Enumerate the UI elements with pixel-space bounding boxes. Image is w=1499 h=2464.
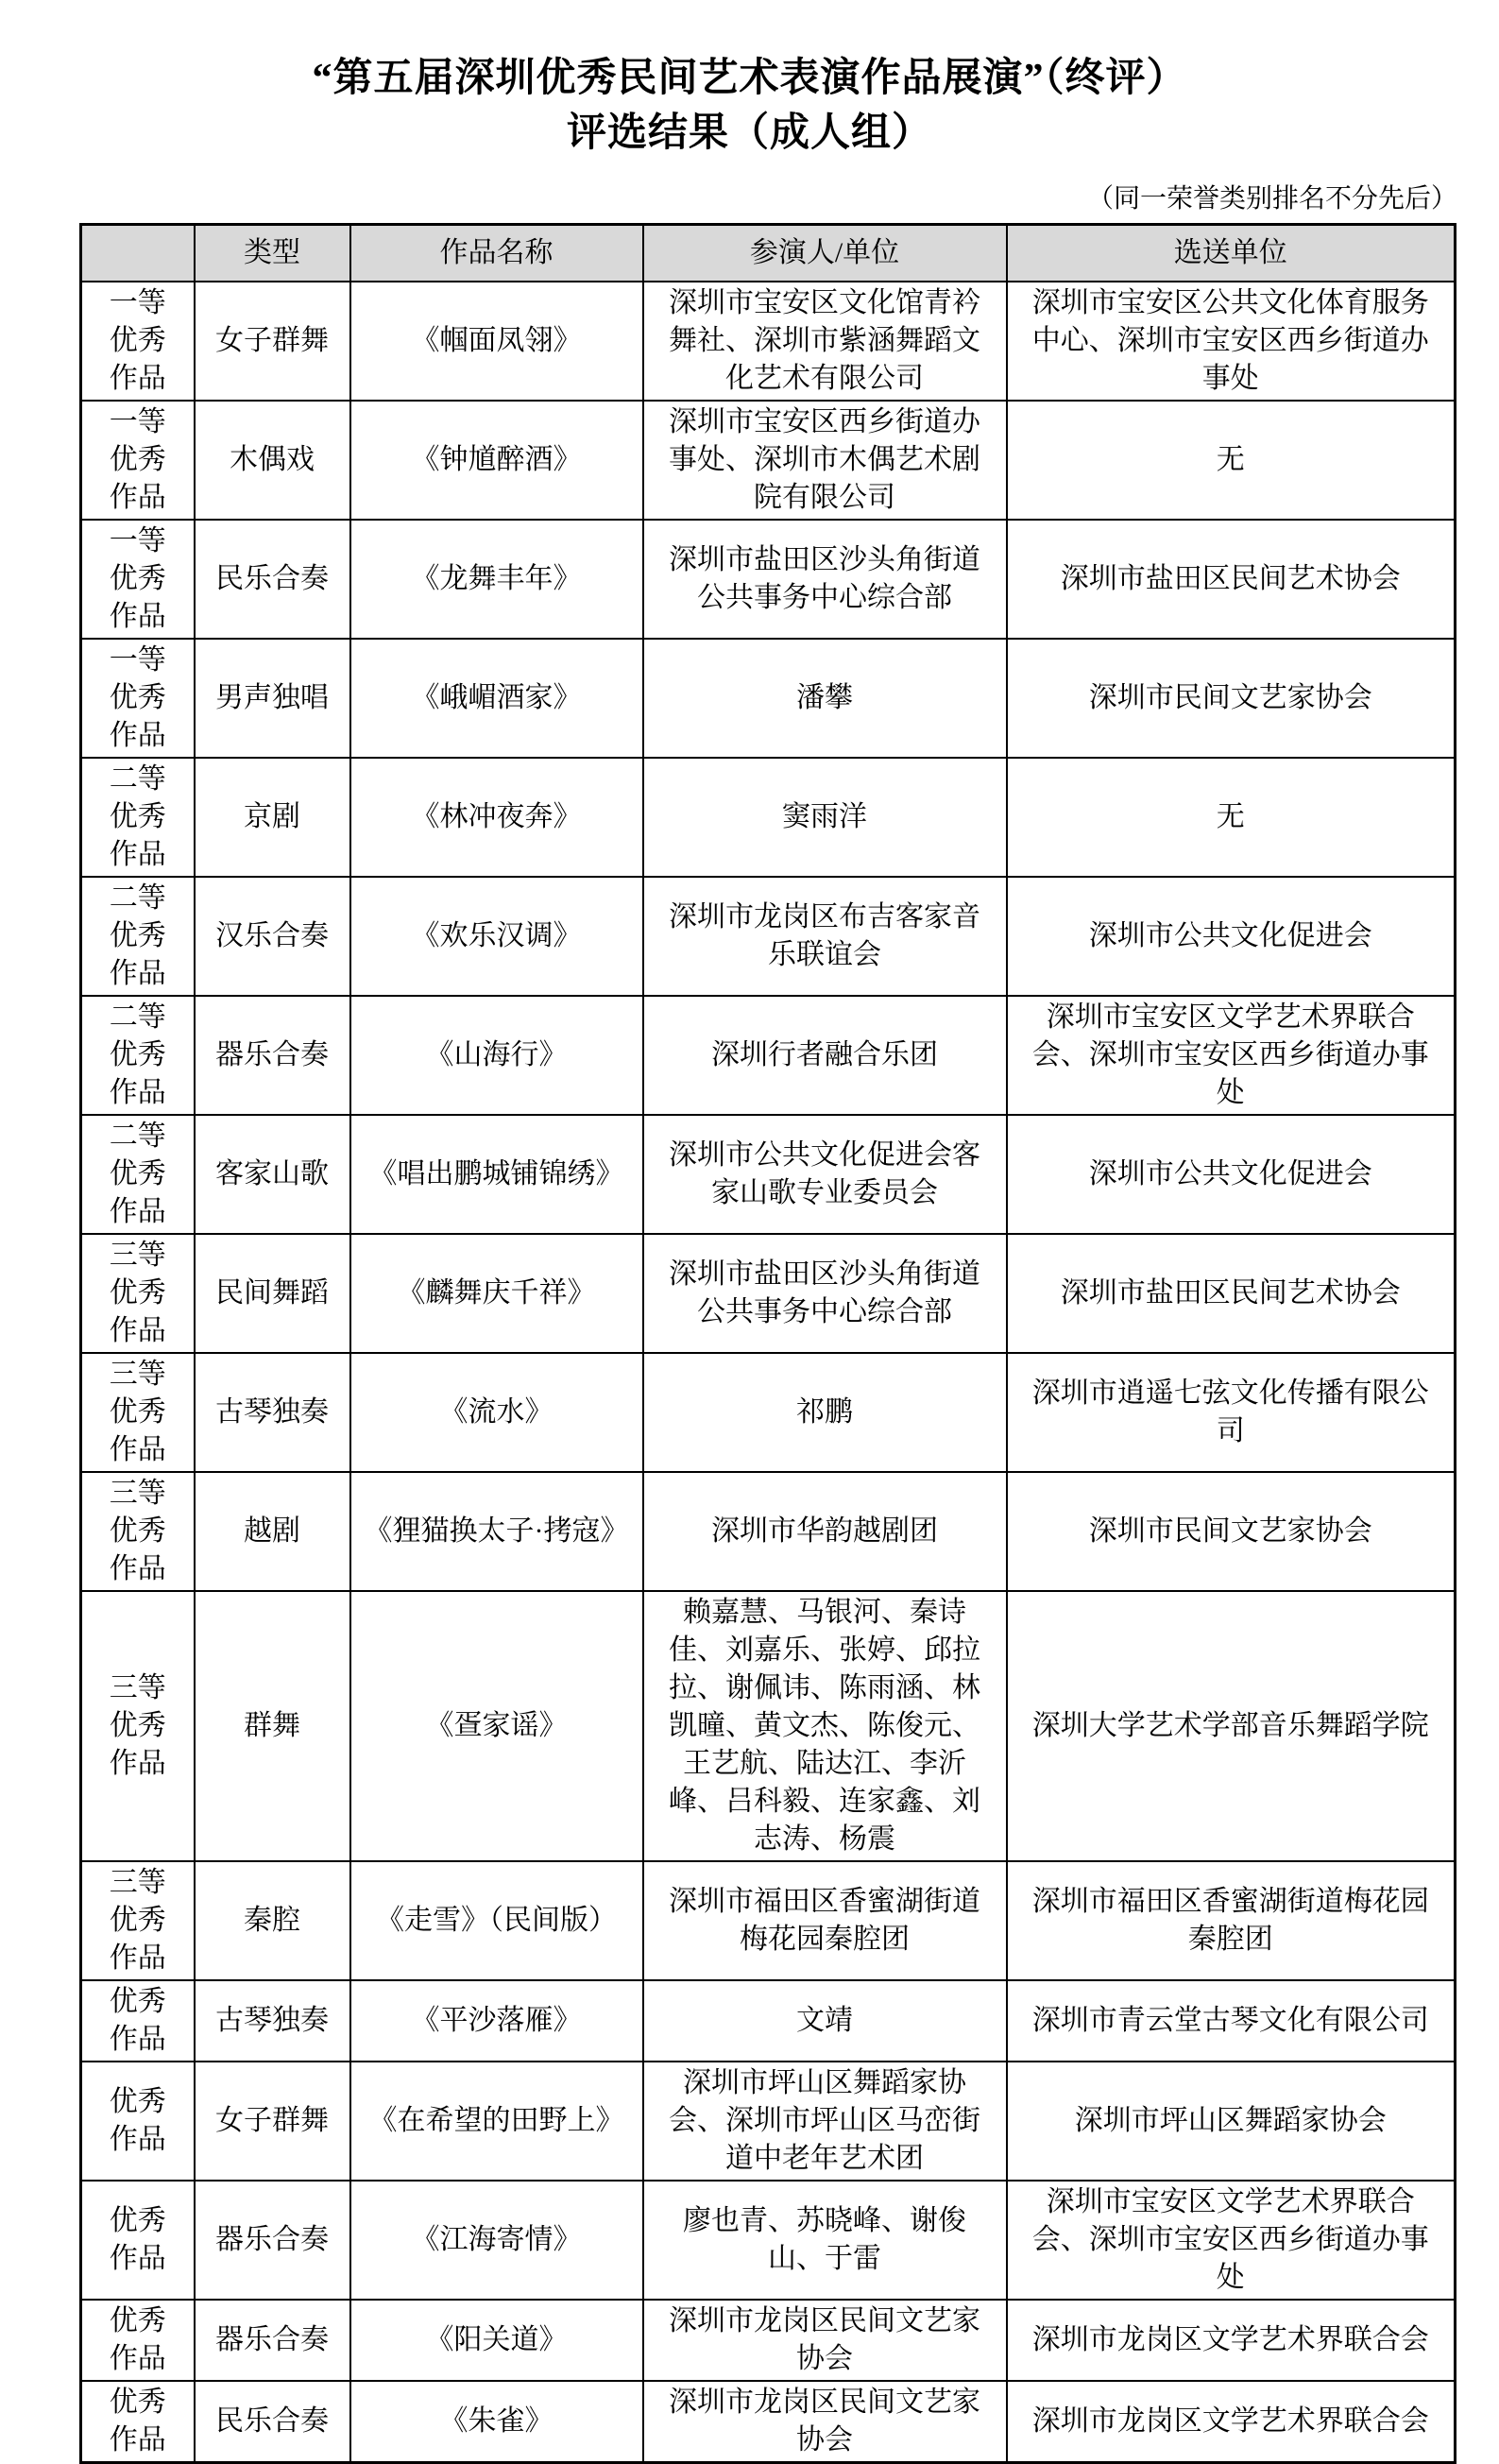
type-cell: 男声独唱 <box>195 639 350 758</box>
work-title-cell: 《欢乐汉调》 <box>350 877 643 996</box>
award-cell <box>81 2381 195 2463</box>
work-title-cell: 《狸猫换太子·拷寇》 <box>350 1472 643 1591</box>
award-label: 优秀作品 <box>109 1985 166 2055</box>
header-cell-performer: 参演人/单位 <box>643 225 1007 282</box>
submitter-cell: 深圳市宝安区公共文化体育服务中心、深圳市宝安区西乡街道办事处 <box>1007 282 1456 401</box>
award-cell <box>81 1115 195 1234</box>
award-label: 优秀作品 <box>109 2386 166 2455</box>
table-row <box>81 401 1456 520</box>
award-label: 一等优秀作品 <box>109 524 166 632</box>
performer-cell: 赖嘉慧、马银河、秦诗佳、刘嘉乐、张婷、邱拉拉、谢佩讳、陈雨涵、林凯曈、黄文杰、陈俊元、王艺航、陆达江、李沂峰、吕科毅、连家鑫、刘志涛、杨震 <box>643 1591 1007 1861</box>
work-title-cell: 《麟舞庆千祥》 <box>350 1234 643 1353</box>
table-row <box>81 2381 1456 2463</box>
type-cell: 古琴独奏 <box>195 1353 350 1472</box>
award-label: 一等优秀作品 <box>109 405 166 513</box>
table-row <box>81 2062 1456 2181</box>
work-title-cell: 《平沙落雁》 <box>350 1980 643 2062</box>
type-cell: 秦腔 <box>195 1861 350 1980</box>
award-cell <box>81 1472 195 1591</box>
award-label: 二等优秀作品 <box>109 762 166 870</box>
submitter-cell: 深圳市龙岗区文学艺术界联合会 <box>1007 2300 1456 2381</box>
table-row <box>81 996 1456 1115</box>
submitter-cell: 深圳市公共文化促进会 <box>1007 1115 1456 1234</box>
ranking-note: （同一荣誉类别排名不分先后） <box>1086 184 1457 214</box>
table-row <box>81 1980 1456 2062</box>
performer-cell: 深圳市宝安区文化馆青衿舞社、深圳市紫涵舞蹈文化艺术有限公司 <box>643 282 1007 401</box>
performer-cell: 深圳市宝安区西乡街道办事处、深圳市木偶艺术剧院有限公司 <box>643 401 1007 520</box>
submitter-cell: 深圳市公共文化促进会 <box>1007 877 1456 996</box>
work-title-cell: 《阳关道》 <box>350 2300 643 2381</box>
type-cell: 民乐合奏 <box>195 520 350 639</box>
award-label: 一等优秀作品 <box>109 286 166 394</box>
award-cell <box>81 877 195 996</box>
performer-cell: 潘攀 <box>643 639 1007 758</box>
award-label: 三等优秀作品 <box>109 1358 166 1465</box>
award-label: 二等优秀作品 <box>109 881 166 989</box>
header-cell-type: 类型 <box>195 225 350 282</box>
award-cell <box>81 1861 195 1980</box>
submitter-cell: 深圳市宝安区文学艺术界联合会、深圳市宝安区西乡街道办事处 <box>1007 996 1456 1115</box>
table-row <box>81 1861 1456 1980</box>
type-cell: 器乐合奏 <box>195 2181 350 2300</box>
award-label: 三等优秀作品 <box>109 1477 166 1584</box>
award-cell <box>81 2300 195 2381</box>
type-cell: 京剧 <box>195 758 350 877</box>
performer-cell: 深圳市龙岗区民间文艺家协会 <box>643 2381 1007 2463</box>
work-title-cell: 《山海行》 <box>350 996 643 1115</box>
award-cell <box>81 996 195 1115</box>
work-title-cell: 《在希望的田野上》 <box>350 2062 643 2181</box>
table-row <box>81 1591 1456 1861</box>
performer-cell: 深圳市盐田区沙头角街道公共事务中心综合部 <box>643 1234 1007 1353</box>
type-cell: 民间舞蹈 <box>195 1234 350 1353</box>
type-cell: 群舞 <box>195 1591 350 1861</box>
award-cell <box>81 2181 195 2300</box>
type-cell: 古琴独奏 <box>195 1980 350 2062</box>
award-label: 三等优秀作品 <box>109 1239 166 1346</box>
type-cell: 器乐合奏 <box>195 996 350 1115</box>
award-label: 优秀作品 <box>109 2085 166 2155</box>
type-cell: 越剧 <box>195 1472 350 1591</box>
type-cell: 女子群舞 <box>195 2062 350 2181</box>
work-title-cell: 《流水》 <box>350 1353 643 1472</box>
submitter-cell: 无 <box>1007 758 1456 877</box>
work-title-cell: 《峨嵋酒家》 <box>350 639 643 758</box>
award-label: 三等优秀作品 <box>109 1866 166 1974</box>
award-label: 优秀作品 <box>109 2304 166 2374</box>
submitter-cell: 深圳市坪山区舞蹈家协会 <box>1007 2062 1456 2181</box>
performer-cell: 窦雨洋 <box>643 758 1007 877</box>
submitter-cell: 深圳市青云堂古琴文化有限公司 <box>1007 1980 1456 2062</box>
award-cell <box>81 1591 195 1861</box>
type-cell: 器乐合奏 <box>195 2300 350 2381</box>
performer-cell: 廖也青、苏晓峰、谢俊山、于雷 <box>643 2181 1007 2300</box>
table-row <box>81 1115 1456 1234</box>
award-cell <box>81 520 195 639</box>
type-cell: 木偶戏 <box>195 401 350 520</box>
performer-cell: 深圳市坪山区舞蹈家协会、深圳市坪山区马峦街道中老年艺术团 <box>643 2062 1007 2181</box>
performer-cell: 深圳市华韵越剧团 <box>643 1472 1007 1591</box>
table-row <box>81 877 1456 996</box>
work-title-cell: 《帼面凤翎》 <box>350 282 643 401</box>
submitter-cell: 深圳市福田区香蜜湖街道梅花园秦腔团 <box>1007 1861 1456 1980</box>
award-label: 二等优秀作品 <box>109 1120 166 1227</box>
submitter-cell: 深圳市逍遥七弦文化传播有限公司 <box>1007 1353 1456 1472</box>
page-title-line-2: 评选结果（成人组） <box>566 111 932 155</box>
table-row <box>81 282 1456 401</box>
award-cell <box>81 1234 195 1353</box>
table-row <box>81 2181 1456 2300</box>
work-title-cell: 《江海寄情》 <box>350 2181 643 2300</box>
table-row <box>81 1234 1456 1353</box>
work-title-cell: 《唱出鹏城铺锦绣》 <box>350 1115 643 1234</box>
header-row <box>81 225 1456 282</box>
results-table <box>79 223 1456 2464</box>
page-title-line-1: “第五届深圳优秀民间艺术表演作品展演”（终评） <box>312 57 1187 100</box>
table-row <box>81 1472 1456 1591</box>
performer-cell: 深圳行者融合乐团 <box>643 996 1007 1115</box>
award-cell <box>81 639 195 758</box>
submitter-cell: 深圳市民间文艺家协会 <box>1007 1472 1456 1591</box>
type-cell: 民乐合奏 <box>195 2381 350 2463</box>
work-title-cell: 《朱雀》 <box>350 2381 643 2463</box>
performer-cell: 深圳市福田区香蜜湖街道梅花园秦腔团 <box>643 1861 1007 1980</box>
performer-cell: 深圳市龙岗区民间文艺家协会 <box>643 2300 1007 2381</box>
header-cell-award <box>81 225 195 282</box>
award-label: 一等优秀作品 <box>109 643 166 751</box>
table-row <box>81 1353 1456 1472</box>
award-cell <box>81 1353 195 1472</box>
type-cell: 客家山歌 <box>195 1115 350 1234</box>
award-label: 二等优秀作品 <box>109 1001 166 1108</box>
performer-cell: 文靖 <box>643 1980 1007 2062</box>
table-row <box>81 520 1456 639</box>
submitter-cell: 深圳市盐田区民间艺术协会 <box>1007 520 1456 639</box>
award-label: 优秀作品 <box>109 2204 166 2274</box>
performer-cell: 深圳市盐田区沙头角街道公共事务中心综合部 <box>643 520 1007 639</box>
submitter-cell: 深圳市盐田区民间艺术协会 <box>1007 1234 1456 1353</box>
table-row <box>81 2300 1456 2381</box>
performer-cell: 祁鹏 <box>643 1353 1007 1472</box>
performer-cell: 深圳市公共文化促进会客家山歌专业委员会 <box>643 1115 1007 1234</box>
title-block <box>0 0 1499 161</box>
type-cell: 汉乐合奏 <box>195 877 350 996</box>
submitter-cell: 深圳市龙岗区文学艺术界联合会 <box>1007 2381 1456 2463</box>
type-cell: 女子群舞 <box>195 282 350 401</box>
work-title-cell: 《龙舞丰年》 <box>350 520 643 639</box>
award-label: 三等优秀作品 <box>109 1671 166 1779</box>
award-cell <box>81 2062 195 2181</box>
award-cell <box>81 282 195 401</box>
award-cell <box>81 401 195 520</box>
work-title-cell: 《走雪》（民间版） <box>350 1861 643 1980</box>
table-row <box>81 758 1456 877</box>
award-cell <box>81 758 195 877</box>
submitter-cell: 深圳大学艺术学部音乐舞蹈学院 <box>1007 1591 1456 1861</box>
header-cell-submitter: 选送单位 <box>1007 225 1456 282</box>
header-cell-work: 作品名称 <box>350 225 643 282</box>
submitter-cell: 无 <box>1007 401 1456 520</box>
submitter-cell: 深圳市民间文艺家协会 <box>1007 639 1456 758</box>
table-row <box>81 639 1456 758</box>
work-title-cell: 《林冲夜奔》 <box>350 758 643 877</box>
submitter-cell: 深圳市宝安区文学艺术界联合会、深圳市宝安区西乡街道办事处 <box>1007 2181 1456 2300</box>
work-title-cell: 《钟馗醉酒》 <box>350 401 643 520</box>
work-title-cell: 《疍家谣》 <box>350 1591 643 1861</box>
award-cell <box>81 1980 195 2062</box>
performer-cell: 深圳市龙岗区布吉客家音乐联谊会 <box>643 877 1007 996</box>
